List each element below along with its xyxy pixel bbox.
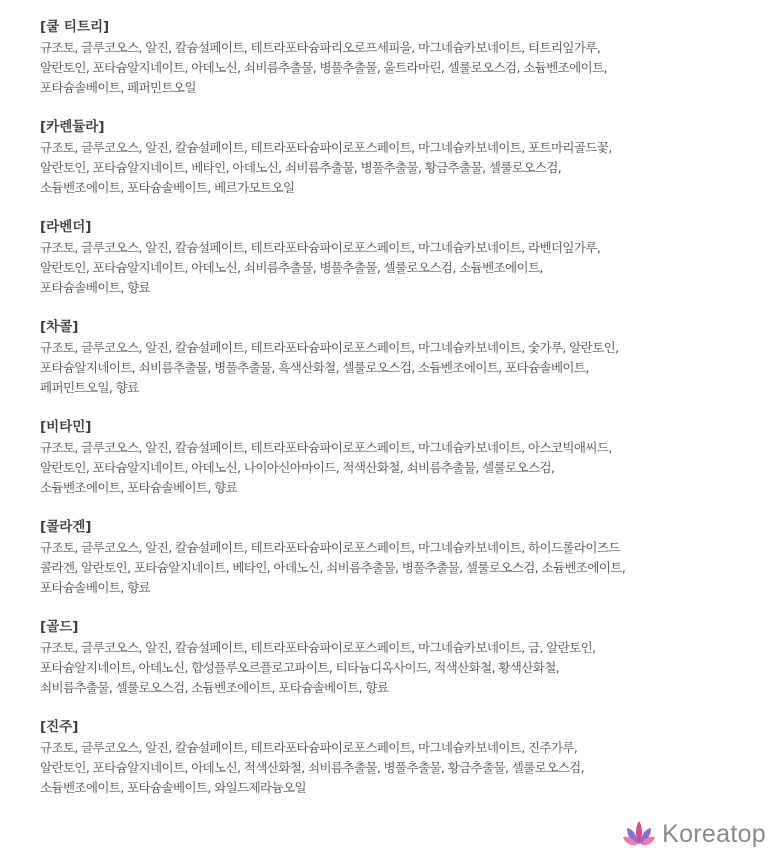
ingredient-line: 포타슘알지네이트, 쇠비름추출물, 병풀추출물, 흑색산화철, 셀룰로오스검, 소듐벤조에이트, 포타슘솔베이트, <box>40 360 589 375</box>
ingredient-line: 규조토, 글루코오스, 알진, 칼슘설페이트, 테트라포타슘파이로포스페이트, 마그네슘카보네이트, 금, 알란토인, <box>40 640 596 655</box>
ingredient-line: 포타슘알지네이트, 아데노신, 합성플루오르플로고파이트, 티타늄디옥사이드, 적색산화철, 황색산화철, <box>40 660 560 675</box>
ingredient-line: 페퍼민트오일, 향료 <box>40 380 139 395</box>
ingredient-line: 규조토, 글루코오스, 알진, 칼슘설페이트, 테트라포타슘파이로포스페이트, 마그네슘카보네이트, 하이드롤라이즈드 <box>40 540 620 555</box>
section-title: [비타민] <box>40 419 92 435</box>
ingredient-line: 규조토, 글루코오스, 알진, 칼슘설페이트, 테트라포타슘파리오로프세피을, 마그네슘카보네이트, 티트리잎가루, <box>40 40 601 55</box>
ingredient-section <box>40 618 765 698</box>
ingredient-line: 포타슘솔베이트, 페퍼민트오일 <box>40 80 196 95</box>
ingredient-line: 소듐벤조에이트, 포타슘솔베이트, 향료 <box>40 480 238 495</box>
ingredient-line: 규조토, 글루코오스, 알진, 칼슘설페이트, 테트라포타슘파이로포스페이트, 마그네슘카보네이트, 숯가루, 알란토인, <box>40 340 619 355</box>
ingredients-list <box>40 18 765 818</box>
ingredient-line: 콜라겐, 알란토인, 포타슘알지네이트, 베타인, 아데노신, 쇠비름추출물, 병풀추출물, 셀룰로오스검, 소듐벤조에이트, <box>40 560 626 575</box>
ingredient-line: 소듐벤조에이트, 포타슘솔베이트, 베르가모트오일 <box>40 180 295 195</box>
brand-logo <box>622 819 766 849</box>
ingredient-section <box>40 318 765 398</box>
section-title: [라벤더] <box>40 219 92 235</box>
ingredient-section <box>40 418 765 498</box>
ingredient-section <box>40 18 765 98</box>
ingredient-section <box>40 218 765 298</box>
ingredient-line: 알란토인, 포타슘알지네이트, 아데노신, 쇠비름추출물, 병풀추출물, 셀룰로오스검, 소듐벤조에이트, <box>40 260 543 275</box>
section-title: [차콜] <box>40 319 79 335</box>
section-title: [쿨 티트리] <box>40 19 110 35</box>
ingredient-line: 알란토인, 포타슘알지네이트, 아데노신, 나이아신아마이드, 적색산화철, 쇠비름추출물, 셀룰로오스검, <box>40 460 555 475</box>
ingredient-line: 소듐벤조에이트, 포타슘솔베이트, 와일드제라늄오일 <box>40 780 306 795</box>
ingredient-line: 포타슘솔베이트, 향료 <box>40 580 151 595</box>
ingredient-line: 규조토, 글루코오스, 알진, 칼슘설페이트, 테트라포타슘파이로포스페이트, 마그네슘카보네이트, 라벤더잎가루, <box>40 240 601 255</box>
ingredient-line: 포타슘솔베이트, 향료 <box>40 280 151 295</box>
lotus-icon <box>622 819 656 849</box>
ingredient-line: 쇠비름추출물, 셀룰로오스검, 소듐벤조에이트, 포타슘솔베이트, 향료 <box>40 680 389 695</box>
section-title: [골드] <box>40 619 79 635</box>
section-title: [진주] <box>40 719 79 735</box>
section-title: [콜라겐] <box>40 519 92 535</box>
ingredient-line: 규조토, 글루코오스, 알진, 칼슘설페이트, 테트라포타슘파이로포스페이트, 마그네슘카보네이트, 아스코빅애씨드, <box>40 440 612 455</box>
ingredient-line: 알란토인, 포타슘알지네이트, 베타인, 아데노신, 쇠비름추출물, 병풀추출물, 황금추출물, 셀룰로오스검, <box>40 160 562 175</box>
ingredient-line: 알란토인, 포타슘알지네이트, 아데노신, 쇠비름추출물, 병풀추출물, 울트라마린, 셀룰로오스검, 소듐벤조에이트, <box>40 60 607 75</box>
ingredient-section <box>40 718 765 798</box>
ingredient-line: 알란토인, 포타슘알지네이트, 아데노신, 적색산화철, 쇠비름추출물, 병풀추출물, 황금추출물, 셀룰로오스검, <box>40 760 585 775</box>
ingredient-line: 규조토, 글루코오스, 알진, 칼슘설페이트, 테트라포타슘파이로포스페이트, 마그네슘카보네이트, 포트마리골드꽃, <box>40 140 612 155</box>
section-title: [카렌듈라] <box>40 119 105 135</box>
ingredient-section <box>40 518 765 598</box>
ingredient-section <box>40 118 765 198</box>
brand-name: Koreatop <box>662 819 766 848</box>
ingredient-line: 규조토, 글루코오스, 알진, 칼슘설페이트, 테트라포타슘파이로포스페이트, 마그네슘카보네이트, 진주가루, <box>40 740 578 755</box>
